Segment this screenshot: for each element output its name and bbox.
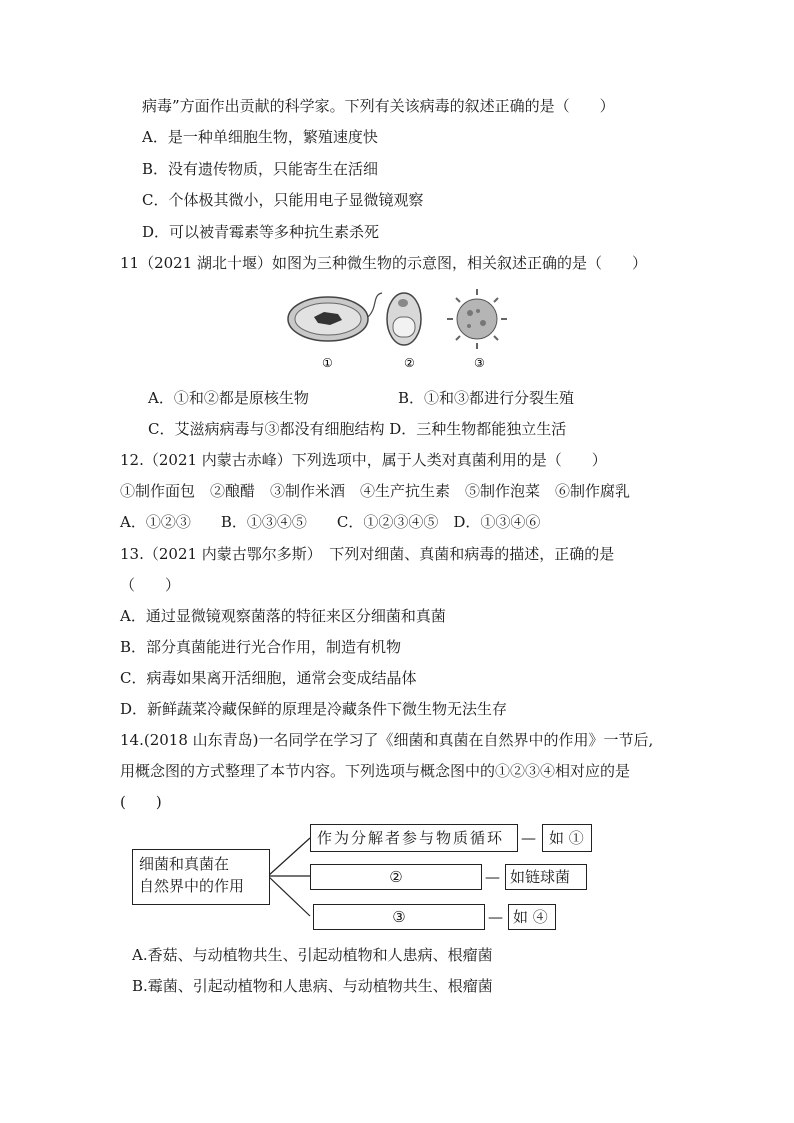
figure-label-2: ②: [404, 356, 415, 370]
q12-items: ①制作面包 ②酿醋 ③制作米酒 ④生产抗生素 ⑤制作泡菜 ⑥制作腐乳: [120, 482, 631, 500]
concept-map: [132, 820, 602, 935]
q14-stem-line1: 14.(2018 山东青岛)一名同学在学习了《细菌和真菌在自然界中的作用》一节后,: [120, 731, 654, 749]
example-box-3: [508, 904, 556, 930]
example-box-2: [505, 864, 587, 890]
root-concept-line1: 细菌和真菌在: [139, 855, 230, 873]
q11-option-b: B．①和③都进行分裂生殖: [398, 389, 575, 407]
branch-box-2: [310, 864, 482, 890]
root-concept-box: [132, 849, 270, 905]
connector-dash-1: —: [521, 829, 536, 847]
example-text-2: 如链球菌: [510, 868, 571, 886]
q11-option-a: A．①和②都是原核生物: [148, 389, 309, 407]
q14-paren: ( ): [120, 793, 162, 811]
branch-text-3: ③: [392, 908, 406, 926]
connector-dash-2: —: [485, 868, 500, 886]
q13-stem: 13.（2021 内蒙古鄂尔多斯） 下列对细菌、真菌和病毒的描述，正确的是: [120, 545, 615, 563]
q10-option-c: C．个体极其微小，只能用电子显微镜观察: [142, 191, 424, 209]
microbe-figure: [282, 285, 512, 373]
q13-option-d: D．新鲜蔬菜冷藏保鲜的原理是冷藏条件下微生物无法生存: [120, 700, 508, 718]
q14-stem-line2: 用概念图的方式整理了本节内容。下列选项与概念图中的①②③④相对应的是: [120, 762, 631, 780]
q13-paren: （ ）: [120, 576, 181, 594]
bacterium-image: [288, 293, 382, 341]
q10-option-a: A．是一种单细胞生物，繁殖速度快: [142, 128, 378, 146]
figure-label-3: ③: [474, 356, 485, 370]
q11-option-cd: C．艾滋病病毒与③都没有细胞结构 D．三种生物都能独立生活: [148, 420, 567, 438]
branch-text-1: 作为分解者参与物质循环: [317, 829, 505, 847]
example-text-1: 如 ①: [549, 829, 584, 847]
root-concept-line2: 自然界中的作用: [139, 877, 245, 895]
q14-option-a: A.香菇、与动植物共生、引起动植物和人患病、根瘤菌: [132, 946, 493, 964]
branch-box-decomposer: [310, 824, 518, 852]
branch-text-2: ②: [389, 868, 403, 886]
q12-stem: 12.（2021 内蒙古赤峰）下列选项中，属于人类对真菌利用的是（ ）: [120, 451, 607, 469]
q11-stem: 11（2021 湖北十堰）如图为三种微生物的示意图，相关叙述正确的是（ ）: [120, 254, 648, 272]
example-text-3: 如 ④: [513, 908, 548, 926]
q10-option-d: D．可以被青霉素等多种抗生素杀死: [142, 223, 380, 241]
branch-box-3: [313, 904, 485, 930]
connector-dash-3: —: [488, 908, 503, 926]
q13-option-c: C．病毒如果离开活细胞，通常会变成结晶体: [120, 669, 417, 687]
q14-option-b: B.霉菌、引起动植物和人患病、与动植物共生、根瘤菌: [132, 977, 493, 995]
q13-option-a: A．通过显微镜观察菌落的特征来区分细菌和真菌: [120, 607, 446, 625]
q13-option-b: B．部分真菌能进行光合作用，制造有机物: [120, 638, 402, 656]
q12-options: A．①②③ B．①③④⑤ C．①②③④⑤ D．①③④⑥: [120, 513, 541, 531]
yeast-cell-image: [387, 293, 421, 345]
q10-option-b: B．没有遗传物质，只能寄生在活细: [142, 160, 379, 178]
q10-stem: 病毒”方面作出贡献的科学家。下列有关该病毒的叙述正确的是（ ）: [142, 97, 615, 115]
example-box-1: [542, 824, 592, 852]
virus-image: [447, 289, 507, 349]
figure-label-1: ①: [322, 356, 333, 370]
